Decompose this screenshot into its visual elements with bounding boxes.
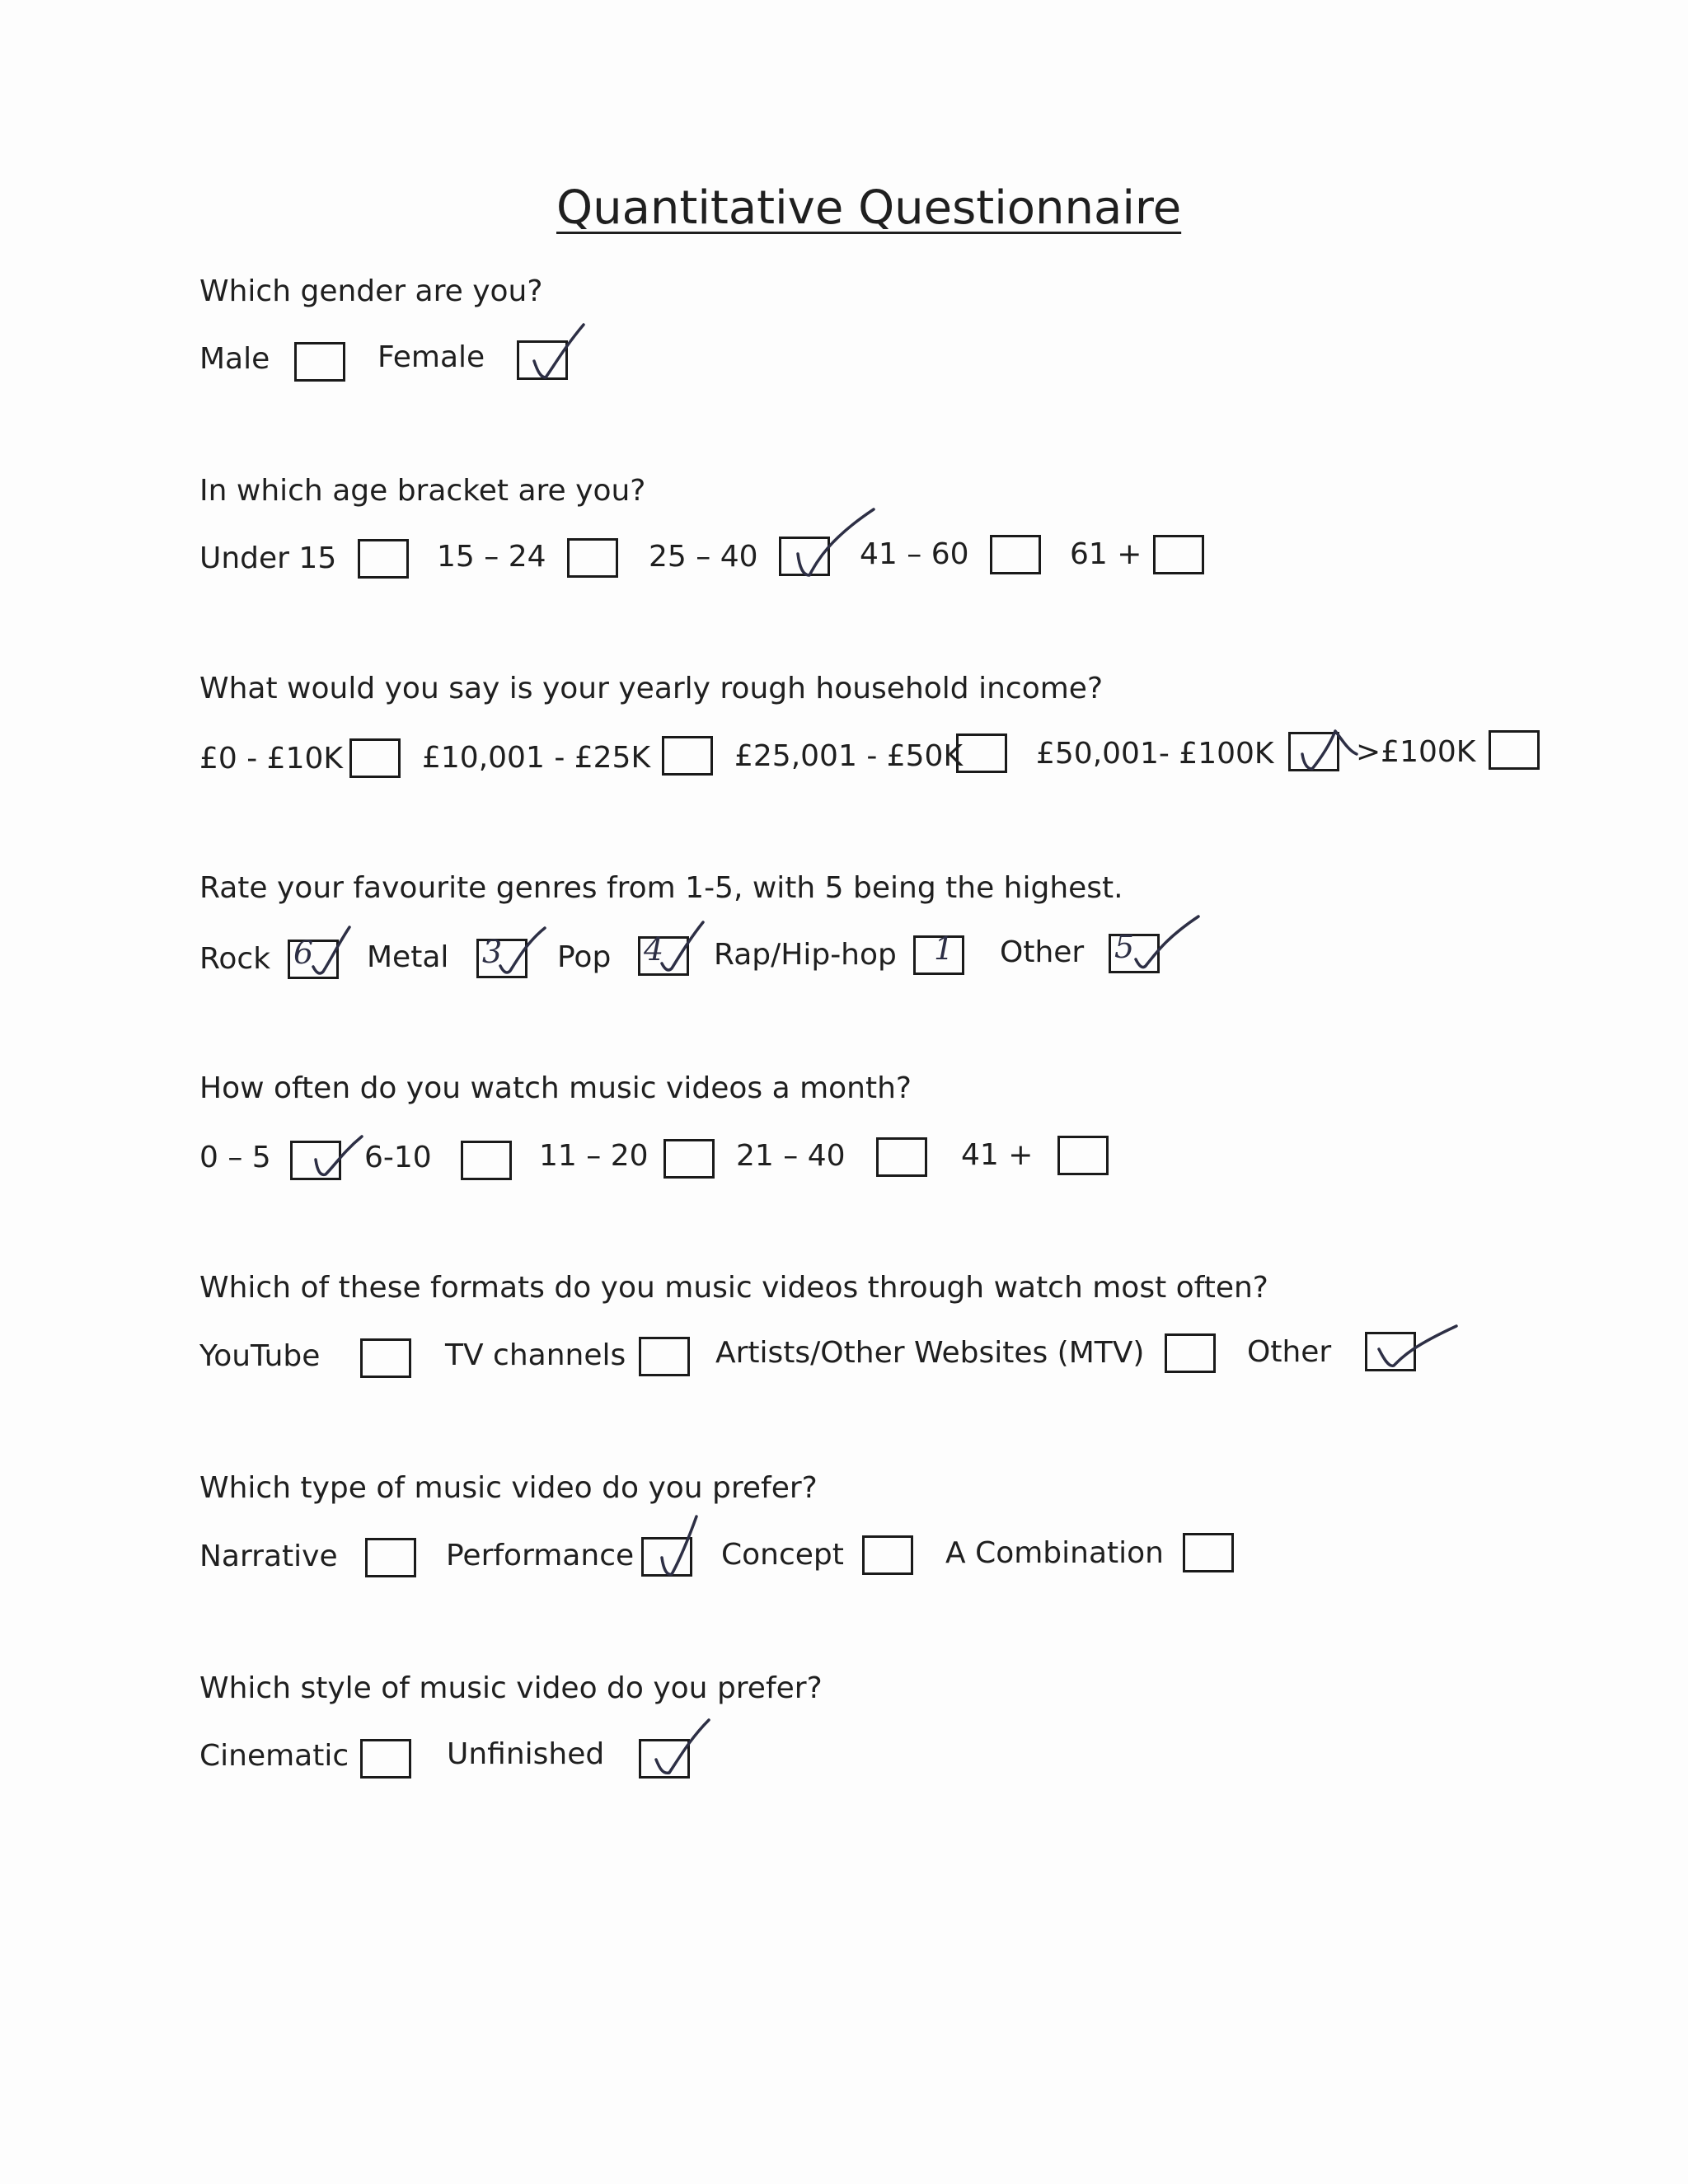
option-label-income-50-100k: £50,001- £100K (1036, 737, 1274, 771)
question-formats: Which of these formats do you music videos through watch most often? (199, 1271, 1268, 1305)
option-label-tv-channels: TV channels (445, 1338, 626, 1372)
rating-box-metal[interactable] (476, 934, 528, 978)
question-income: What would you say is your yearly rough household income? (199, 672, 1104, 705)
option-label-41-plus: 41 + (961, 1138, 1034, 1172)
option-label-youtube: YouTube (199, 1339, 321, 1373)
checkbox-21-40[interactable] (876, 1137, 927, 1177)
question-frequency: How often do you watch music videos a month? (199, 1071, 912, 1105)
option-label-15-24: 15 – 24 (437, 540, 546, 574)
option-label-cinematic: Cinematic (199, 1739, 349, 1773)
checkbox-tv-channels[interactable] (639, 1337, 690, 1376)
option-label-21-40: 21 – 40 (736, 1139, 846, 1173)
checkbox-male[interactable] (294, 342, 345, 382)
option-label-concept: Concept (721, 1538, 844, 1572)
rating-box-rap-hip-hop[interactable] (913, 930, 964, 975)
option-label-rock: Rock (199, 942, 271, 976)
checkmark-icon (519, 343, 570, 382)
option-label-25-40: 25 – 40 (649, 540, 758, 574)
question-gender: Which gender are you? (199, 274, 543, 308)
option-label-rap-hip-hop: Rap/Hip-hop (714, 938, 897, 972)
checkbox-income-50-100k[interactable] (1288, 732, 1339, 771)
checkbox-41-60[interactable] (990, 535, 1041, 574)
option-label-performance: Performance (446, 1539, 635, 1572)
option-label-41-60: 41 – 60 (860, 537, 969, 571)
option-label-combination: A Combination (945, 1536, 1164, 1570)
rating-box-other-genre[interactable] (1109, 929, 1160, 973)
checkbox-income-0-10k[interactable] (349, 738, 401, 778)
rating-value-other-genre: 5 (1114, 929, 1135, 965)
option-label-pop: Pop (557, 940, 612, 974)
option-label-0-5: 0 – 5 (199, 1141, 271, 1174)
checkbox-income-25-50k[interactable] (956, 733, 1007, 773)
rating-box-pop[interactable] (638, 931, 689, 976)
checkbox-unfinished[interactable] (639, 1739, 690, 1779)
checkmark-icon (781, 539, 832, 579)
rating-box-rock[interactable] (288, 935, 339, 979)
option-label-narrative: Narrative (199, 1540, 338, 1573)
checkbox-6-10[interactable] (461, 1141, 512, 1180)
question-genres: Rate your favourite genres from 1-5, with 5 being the highest. (199, 871, 1123, 905)
option-label-metal: Metal (367, 940, 449, 974)
checkmark-icon (1367, 1334, 1418, 1374)
rating-value-rock: 6 (293, 935, 314, 971)
option-label-income-0-10k: £0 - £10K (199, 742, 344, 776)
option-label-under-15: Under 15 (199, 541, 337, 575)
checkmark-icon (1291, 734, 1342, 774)
option-label-6-10: 6-10 (364, 1141, 432, 1174)
checkbox-15-24[interactable] (567, 538, 618, 578)
checkbox-combination[interactable] (1183, 1533, 1234, 1572)
question-age: In which age bracket are you? (199, 474, 646, 508)
checkbox-61-plus[interactable] (1153, 535, 1204, 574)
checkbox-11-20[interactable] (663, 1139, 715, 1179)
option-label-11-20: 11 – 20 (539, 1139, 649, 1173)
checkbox-41-plus[interactable] (1057, 1136, 1109, 1175)
question-style: Which style of music video do you prefer? (199, 1671, 823, 1705)
option-label-male: Male (199, 342, 270, 376)
checkbox-cinematic[interactable] (360, 1739, 411, 1779)
checkbox-youtube[interactable] (360, 1338, 411, 1378)
checkbox-artists-websites[interactable] (1165, 1333, 1216, 1373)
rating-value-rap-hip-hop: 1 (934, 930, 954, 967)
option-label-unfinished: Unfinished (447, 1737, 605, 1771)
checkbox-female[interactable] (517, 340, 568, 380)
checkbox-income-100k-plus[interactable] (1489, 730, 1540, 770)
option-label-income-25-50k: £25,001 - £50K (734, 739, 964, 773)
rating-value-pop: 4 (644, 931, 664, 968)
checkbox-other-format[interactable] (1365, 1332, 1416, 1371)
option-label-other-format: Other (1247, 1335, 1332, 1369)
option-label-female: Female (377, 340, 485, 374)
checkbox-0-5[interactable] (290, 1141, 341, 1180)
question-type: Which type of music video do you prefer? (199, 1471, 818, 1505)
checkmark-icon (644, 1540, 695, 1579)
rating-value-metal: 3 (482, 934, 503, 970)
option-label-artists-websites: Artists/Other Websites (MTV) (715, 1336, 1145, 1370)
option-label-61-plus: 61 + (1070, 537, 1142, 571)
checkbox-narrative[interactable] (365, 1538, 416, 1577)
checkbox-concept[interactable] (862, 1535, 913, 1575)
option-label-other-genre: Other (1000, 935, 1085, 969)
option-label-income-10-25k: £10,001 - £25K (422, 741, 651, 775)
checkbox-income-10-25k[interactable] (662, 736, 713, 776)
checkmark-icon (641, 1741, 692, 1781)
checkmark-icon (293, 1143, 344, 1183)
checkbox-performance[interactable] (641, 1537, 692, 1577)
checkbox-25-40[interactable] (779, 537, 830, 576)
page-title: Quantitative Questionnaire (556, 181, 1182, 235)
checkbox-under-15[interactable] (358, 539, 409, 579)
option-label-income-100k-plus: >£100K (1356, 735, 1476, 769)
